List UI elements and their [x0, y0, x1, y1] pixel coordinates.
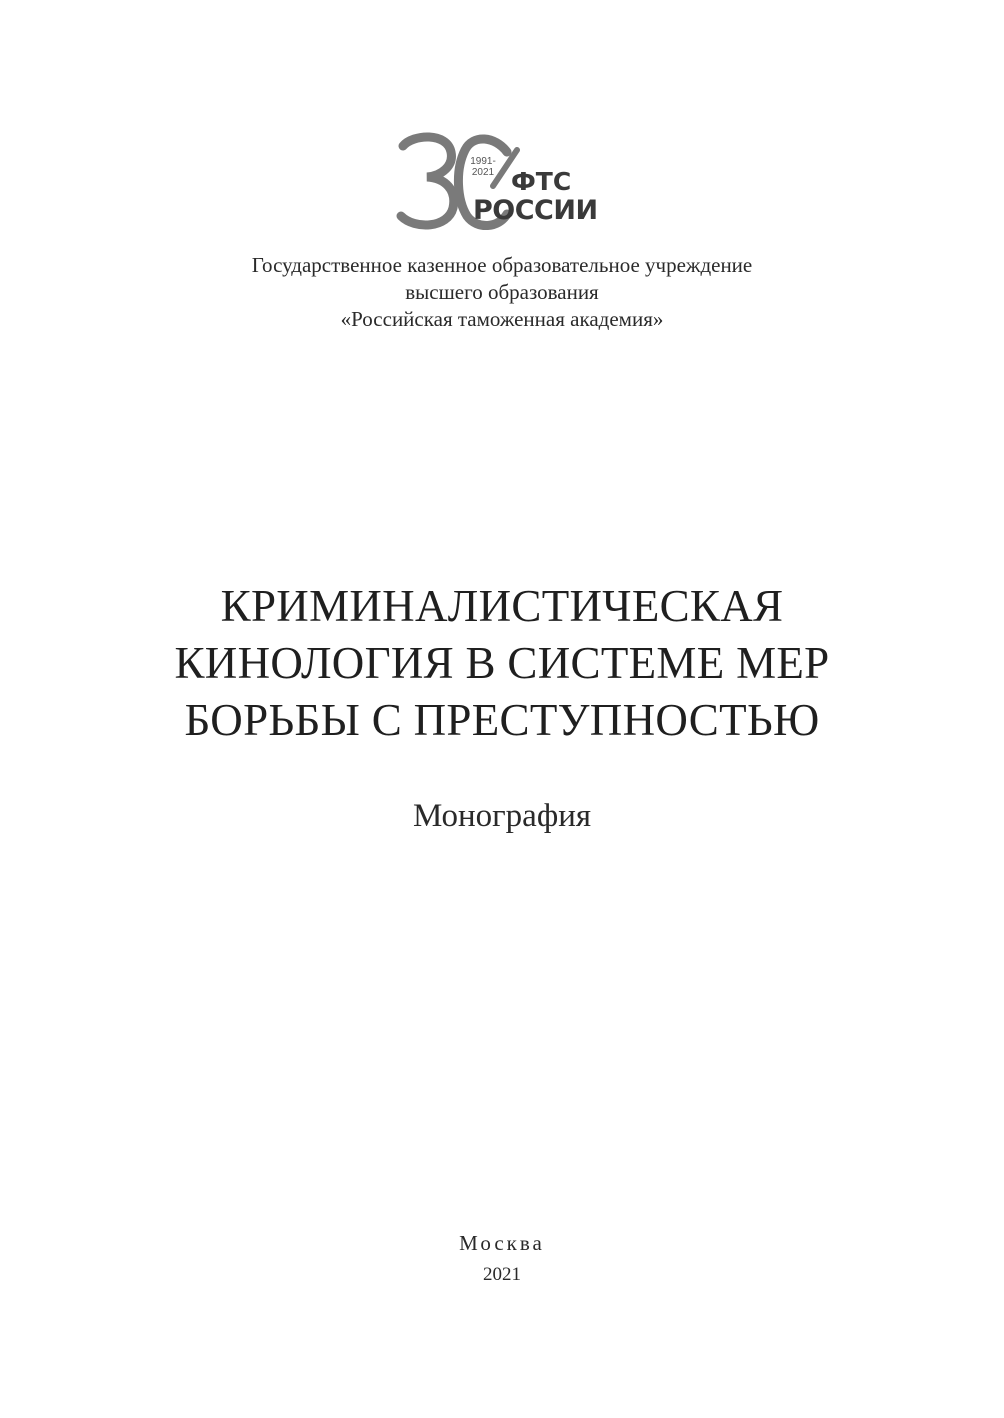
institution-line-3: «Российская таможенная академия»: [340, 307, 664, 331]
logo-years: [465, 156, 501, 178]
book-title-line-1: КРИМИНАЛИСТИЧЕСКАЯ: [220, 581, 784, 631]
book-title: [0, 578, 1004, 749]
logo-org-abbreviation: ФТС: [511, 167, 572, 196]
book-title-line-2: КИНОЛОГИЯ В СИСТЕМЕ МЕР: [174, 638, 830, 688]
institution-name: [0, 252, 1004, 333]
imprint-year: 2021: [483, 1264, 521, 1285]
institution-line-1: Государственное казенное образовательное учреждение: [251, 253, 753, 277]
logo-years-end: 2021: [471, 167, 495, 178]
institution-line-2: высшего образования: [405, 280, 599, 304]
imprint-city: Москва: [459, 1231, 545, 1255]
fts-anniversary-logo: [395, 128, 615, 233]
book-genre: Монография: [412, 798, 592, 834]
book-title-line-3: БОРЬБЫ С ПРЕСТУПНОСТЬЮ: [184, 695, 820, 745]
logo-years-start: 1991-: [470, 156, 496, 167]
logo-org-country: РОССИИ: [473, 195, 598, 226]
